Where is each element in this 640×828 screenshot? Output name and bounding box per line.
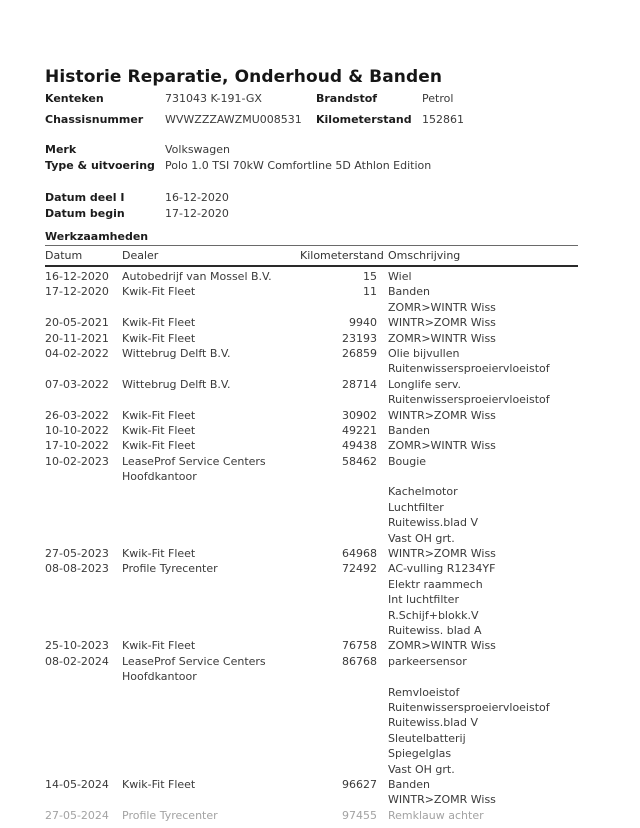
cell-line: Wittebrug Delft B.V. xyxy=(122,346,231,360)
entry-km: 58462 xyxy=(342,454,377,468)
cell-line: Longlife serv. xyxy=(388,377,462,391)
entry-km: 96627 xyxy=(342,777,377,791)
table-row xyxy=(45,561,578,638)
entry-date: 07-03-2022 xyxy=(45,377,109,391)
table-row xyxy=(45,315,578,330)
table-row xyxy=(45,423,578,438)
table-row xyxy=(45,638,578,653)
cell-line: Vast OH grt. xyxy=(388,762,455,776)
cell-line: WINTR>ZOMR Wiss xyxy=(388,316,496,330)
kilometerstand-value: 152861 xyxy=(422,113,464,126)
entry-dealer xyxy=(122,808,300,823)
kenteken-row xyxy=(0,92,640,107)
section-heading-werkzaamheden: Werkzaamheden xyxy=(45,230,149,243)
entry-date: 26-03-2022 xyxy=(45,408,109,422)
entry-date: 14-05-2024 xyxy=(45,777,109,791)
entry-descriptions xyxy=(388,377,578,408)
entry-km: 23193 xyxy=(342,331,377,345)
entry-descriptions xyxy=(388,808,578,823)
entry-descriptions xyxy=(388,454,578,546)
entry-date: 08-02-2024 xyxy=(45,654,109,668)
datum-begin-label: Datum begin xyxy=(45,207,125,220)
entry-dealer xyxy=(122,777,300,808)
entry-dealer xyxy=(122,423,300,438)
cell-line: Banden xyxy=(388,285,430,299)
brandstof-label: Brandstof xyxy=(316,92,378,105)
entry-km: 49221 xyxy=(342,423,377,437)
cell-line: Kwik-Fit Fleet xyxy=(122,316,196,330)
cell-line: Profile Tyrecenter xyxy=(122,562,218,576)
table-row xyxy=(45,269,578,284)
type-uitvoering-value: Polo 1.0 TSI 70kW Comfortline 5D Athlon Edition xyxy=(165,159,432,172)
entry-descriptions xyxy=(388,546,578,561)
cell-line: Ruitewiss. blad A xyxy=(388,623,482,637)
kenteken-value: 731043 K-191-GX xyxy=(165,92,262,105)
table-row xyxy=(45,331,578,346)
entry-descriptions xyxy=(388,777,578,808)
cell-line: Kwik-Fit Fleet xyxy=(122,408,196,422)
cell-line: Hoofdkantoor xyxy=(122,670,197,684)
table-body xyxy=(45,267,578,823)
table-row xyxy=(45,377,578,408)
cell-line: ZOMR>WINTR Wiss xyxy=(388,300,496,314)
entry-km: 9940 xyxy=(349,316,377,330)
entry-descriptions xyxy=(388,284,578,315)
cell-line: parkeersensor xyxy=(388,654,467,668)
entry-descriptions xyxy=(388,315,578,330)
cell-line: Ruitenwissersproeiervloeistof xyxy=(388,700,550,714)
entry-descriptions xyxy=(388,346,578,377)
cell-line: Vast OH grt. xyxy=(388,531,455,545)
cell-line: Int luchtfilter xyxy=(388,593,459,607)
cell-line: Kachelmotor xyxy=(388,485,458,499)
entry-dealer xyxy=(122,284,300,315)
cell-line: Kwik-Fit Fleet xyxy=(122,423,196,437)
entry-descriptions xyxy=(388,654,578,777)
cell-line: Spiegelglas xyxy=(388,747,452,761)
table-row xyxy=(45,346,578,377)
cell-line: LeaseProf Service Centers xyxy=(122,654,266,668)
cell-line: Ruitewiss.blad V xyxy=(388,716,479,730)
entry-date: 20-05-2021 xyxy=(45,316,109,330)
entry-descriptions xyxy=(388,331,578,346)
merk-value: Volkswagen xyxy=(165,143,231,156)
table-row xyxy=(45,808,578,823)
entry-dealer xyxy=(122,331,300,346)
chassisnummer-row xyxy=(0,113,640,128)
entry-dealer xyxy=(122,346,300,377)
table-row xyxy=(45,777,578,808)
page-title: Historie Reparatie, Onderhoud & Banden xyxy=(45,67,443,88)
entry-date: 25-10-2023 xyxy=(45,639,109,653)
entry-km: 26859 xyxy=(342,346,377,360)
entry-descriptions xyxy=(388,561,578,638)
entry-dealer xyxy=(122,408,300,423)
table-row xyxy=(45,454,578,546)
entry-km: 30902 xyxy=(342,408,377,422)
cell-line: ZOMR>WINTR Wiss xyxy=(388,331,496,345)
entry-dealer xyxy=(122,561,300,638)
table-row xyxy=(45,654,578,777)
entry-km: 28714 xyxy=(342,377,377,391)
cell-line: Elektr raammech xyxy=(388,577,483,591)
entry-descriptions xyxy=(388,408,578,423)
datum-deel-i-label: Datum deel I xyxy=(45,191,125,204)
entry-km: 86768 xyxy=(342,654,377,668)
column-header-dealer: Dealer xyxy=(122,249,159,262)
cell-line: ZOMR>WINTR Wiss xyxy=(388,439,496,453)
cell-line: Remklauw achter xyxy=(388,808,484,822)
type-uitvoering-row xyxy=(0,159,640,174)
brandstof-value: Petrol xyxy=(422,92,454,105)
entry-date: 04-02-2022 xyxy=(45,346,109,360)
entry-dealer xyxy=(122,546,300,561)
cell-line: WINTR>ZOMR Wiss xyxy=(388,547,496,561)
cell-line: AC-vulling R1234YF xyxy=(388,562,496,576)
cell-line: Kwik-Fit Fleet xyxy=(122,547,196,561)
cell-line: Wittebrug Delft B.V. xyxy=(122,377,231,391)
cell-line: Kwik-Fit Fleet xyxy=(122,285,196,299)
entry-descriptions xyxy=(388,269,578,284)
cell-line: WINTR>ZOMR Wiss xyxy=(388,793,496,807)
datum-deel-i-value: 16-12-2020 xyxy=(165,191,229,204)
table-row xyxy=(45,438,578,453)
table-header-row xyxy=(45,246,578,267)
entry-date: 08-08-2023 xyxy=(45,562,109,576)
entry-dealer xyxy=(122,377,300,408)
entry-date: 27-05-2023 xyxy=(45,547,109,561)
entry-date: 17-10-2022 xyxy=(45,439,109,453)
datum-begin-value: 17-12-2020 xyxy=(165,207,229,220)
entry-dealer xyxy=(122,269,300,284)
entry-km: 15 xyxy=(363,270,377,283)
cell-line: Bougie xyxy=(388,454,427,468)
entry-dealer xyxy=(122,438,300,453)
table-row xyxy=(45,408,578,423)
cell-line xyxy=(388,669,578,684)
cell-line: Remvloeistof xyxy=(388,685,460,699)
cell-line: LeaseProf Service Centers xyxy=(122,454,266,468)
cell-line: Kwik-Fit Fleet xyxy=(122,777,196,791)
cell-line: Banden xyxy=(388,423,430,437)
chassisnummer-label: Chassisnummer xyxy=(45,113,144,126)
entry-date: 20-11-2021 xyxy=(45,331,109,345)
cell-line: Wiel xyxy=(388,270,412,283)
kenteken-label: Kenteken xyxy=(45,92,104,105)
merk-label: Merk xyxy=(45,143,77,156)
cell-line: R.Schijf+blokk.V xyxy=(388,608,479,622)
cell-line xyxy=(388,469,578,484)
datum-deel-i-row xyxy=(0,191,640,206)
entry-km: 49438 xyxy=(342,439,377,453)
work-history-table xyxy=(45,245,578,823)
entry-descriptions xyxy=(388,423,578,438)
column-header-datum: Datum xyxy=(45,249,83,262)
entry-descriptions xyxy=(388,638,578,653)
entry-date: 17-12-2020 xyxy=(45,285,109,299)
cell-line: Ruitenwissersproeiervloeistof xyxy=(388,362,550,376)
cell-line: Kwik-Fit Fleet xyxy=(122,331,196,345)
cell-line: ZOMR>WINTR Wiss xyxy=(388,639,496,653)
cell-line: Olie bijvullen xyxy=(388,346,460,360)
cell-line: Kwik-Fit Fleet xyxy=(122,439,196,453)
table-row xyxy=(45,546,578,561)
cell-line: Sleutelbatterij xyxy=(388,731,466,745)
entry-km: 76758 xyxy=(342,639,377,653)
kilometerstand-label: Kilometerstand xyxy=(316,113,412,126)
entry-date: 10-02-2023 xyxy=(45,454,109,468)
cell-line: Hoofdkantoor xyxy=(122,470,197,484)
cell-line: WINTR>ZOMR Wiss xyxy=(388,408,496,422)
entry-dealer xyxy=(122,454,300,546)
entry-dealer xyxy=(122,315,300,330)
entry-date: 27-05-2024 xyxy=(45,808,109,822)
chassisnummer-value: WVWZZZAWZMU008531 xyxy=(165,113,302,126)
entry-dealer xyxy=(122,654,300,777)
cell-line: Kwik-Fit Fleet xyxy=(122,639,196,653)
entry-km: 97455 xyxy=(342,808,377,822)
column-header-kilometerstand: Kilometerstand xyxy=(300,249,384,262)
datum-begin-row xyxy=(0,207,640,222)
cell-line: Profile Tyrecenter xyxy=(122,808,218,822)
entry-km: 11 xyxy=(363,285,377,299)
entry-date: 10-10-2022 xyxy=(45,423,109,437)
entry-km: 72492 xyxy=(342,562,377,576)
type-uitvoering-label: Type & uitvoering xyxy=(45,159,155,172)
entry-descriptions xyxy=(388,438,578,453)
entry-km: 64968 xyxy=(342,547,377,561)
merk-row xyxy=(0,143,640,158)
column-header-omschrijving: Omschrijving xyxy=(388,249,461,262)
entry-dealer xyxy=(122,638,300,653)
cell-line: Autobedrijf van Mossel B.V. xyxy=(122,270,272,283)
table-row xyxy=(45,284,578,315)
cell-line: Ruitewiss.blad V xyxy=(388,516,479,530)
entry-date: 16-12-2020 xyxy=(45,270,109,283)
cell-line: Ruitenwissersproeiervloeistof xyxy=(388,393,550,407)
cell-line: Luchtfilter xyxy=(388,500,444,514)
cell-line: Banden xyxy=(388,777,430,791)
